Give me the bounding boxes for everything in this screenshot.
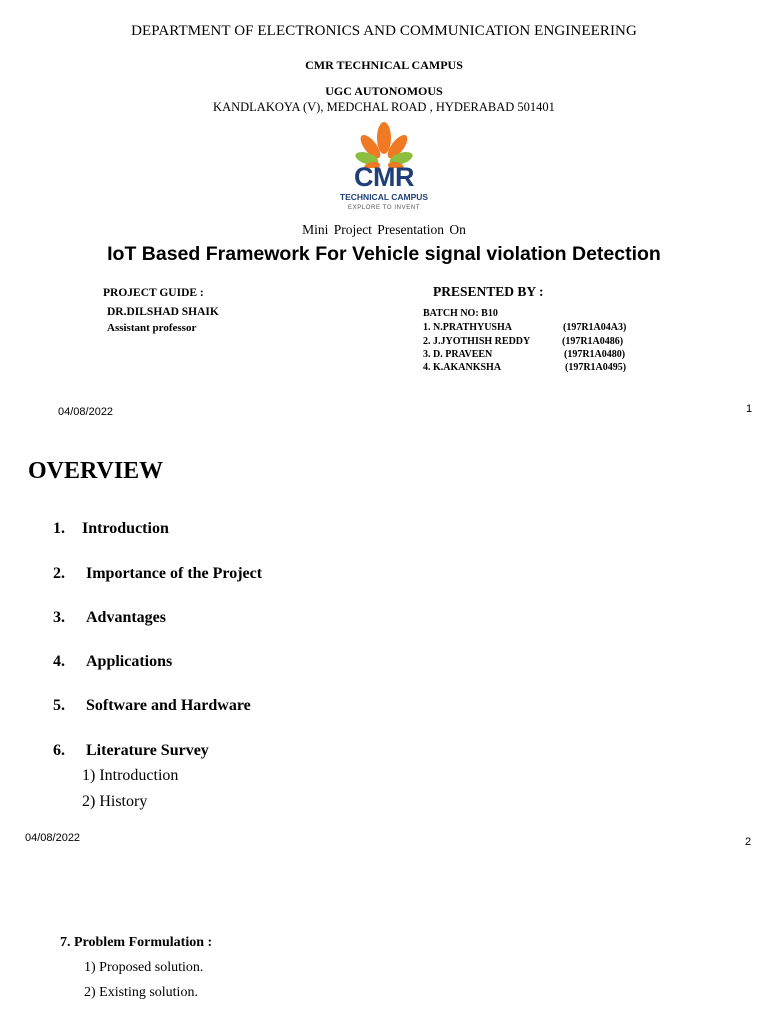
guide-name: DR.DILSHAD SHAIK — [107, 306, 219, 318]
member-name: 2. J.JYOTHISH REDDY — [423, 336, 531, 347]
toc-subitem: 2) History — [82, 793, 148, 810]
project-title: IoT Based Framework For Vehicle signal violation Detection — [107, 243, 661, 265]
department-heading: DEPARTMENT OF ELECTRONICS AND COMMUNICATION ENGINEERING — [131, 23, 637, 39]
member-roll: (197R1A04A3) — [563, 322, 627, 333]
toc-item-number: 3. — [53, 609, 65, 626]
overview-heading: OVERVIEW — [28, 458, 164, 484]
toc-subitem: 1) Introduction — [82, 767, 179, 784]
member-name: 1. N.PRATHYUSHA — [423, 322, 512, 333]
slide-date: 04/08/2022 — [25, 832, 81, 844]
toc-item-label: Importance of the Project — [86, 565, 263, 582]
logo-tagline: EXPLORE TO INVENT — [348, 205, 420, 211]
toc-item-number: 4. — [53, 653, 65, 670]
member-roll: (197R1A0480) — [564, 349, 626, 360]
member-name: 4. K.AKANKSHA — [423, 362, 502, 373]
presented-by-heading: PRESENTED BY : — [433, 284, 544, 299]
cmr-logo — [334, 120, 434, 216]
presentation-subtitle: Mini Project Presentation On — [302, 222, 466, 237]
logo-technical-campus-text: TECHNICAL CAMPUS — [339, 192, 429, 202]
member-name: 3. D. PRAVEEN — [423, 349, 493, 360]
toc-item-label: Advantages — [86, 609, 167, 626]
autonomous-label: UGC AUTONOMOUS — [325, 84, 443, 98]
toc-item-label: Literature Survey — [86, 742, 209, 759]
guide-role: Assistant professor — [107, 322, 197, 334]
member-roll: (197R1A0486) — [562, 336, 624, 347]
page-number: 1 — [746, 403, 753, 415]
campus-address: KANDLAKOYA (V), MEDCHAL ROAD , HYDERABAD 501401 — [213, 100, 555, 114]
problem-subitem: 2) Existing solution. — [84, 985, 198, 1000]
toc-item-number: 6. — [53, 742, 65, 759]
problem-formulation-item: 7. Problem Formulation : — [60, 935, 213, 950]
toc-item-label: Introduction — [82, 520, 169, 537]
toc-item-number: 1. — [53, 520, 65, 537]
logo-petal — [377, 122, 391, 154]
logo-cmr-text: CMR — [354, 162, 414, 192]
member-roll: (197R1A0495) — [565, 362, 627, 373]
project-guide-heading: PROJECT GUIDE : — [103, 287, 204, 299]
problem-subitem: 1) Proposed solution. — [84, 960, 204, 975]
toc-item-number: 5. — [53, 697, 65, 714]
campus-name: CMR TECHNICAL CAMPUS — [305, 58, 463, 72]
slide-date: 04/08/2022 — [58, 406, 114, 418]
toc-item-label: Software and Hardware — [86, 697, 251, 714]
flower-logo-icon — [334, 120, 434, 168]
batch-number: BATCH NO: B10 — [423, 308, 498, 319]
toc-item-number: 2. — [53, 565, 65, 582]
page-number: 2 — [745, 836, 752, 848]
toc-item-label: Applications — [86, 653, 173, 670]
